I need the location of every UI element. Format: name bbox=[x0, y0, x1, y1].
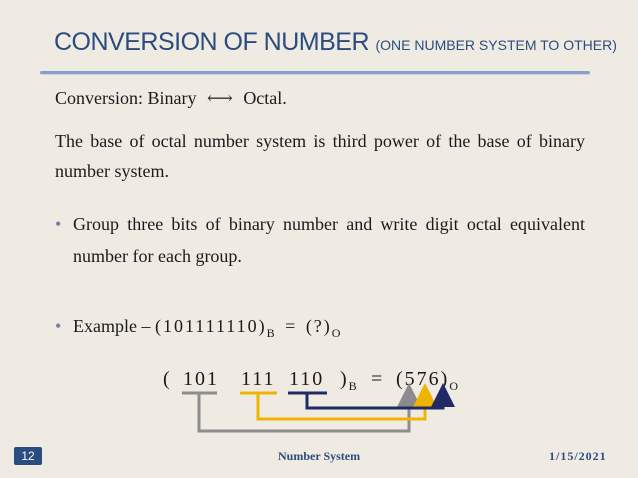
octal-result-value: (576) bbox=[396, 368, 450, 390]
intro-paragraph: The base of octal number system is third power of the base of binary number system. bbox=[55, 131, 585, 181]
conversion-target: Octal. bbox=[243, 88, 287, 108]
footer-title: Number System bbox=[278, 449, 361, 463]
octal-result-base: O bbox=[449, 379, 458, 393]
group-1-connector bbox=[199, 393, 409, 431]
page-number-badge: 12 bbox=[14, 447, 42, 465]
example-equals: = bbox=[285, 316, 296, 336]
group-3-bits: 110 bbox=[289, 368, 325, 390]
double-arrow-icon: ⟷ bbox=[207, 88, 233, 108]
example-label: Example – bbox=[73, 316, 151, 336]
group-3-connector bbox=[307, 393, 443, 408]
grouped-base: B bbox=[348, 379, 357, 393]
close-paren: ) bbox=[340, 368, 349, 390]
grouped-equals: = bbox=[371, 368, 385, 390]
footer-date: 1/15/2021 bbox=[549, 449, 607, 463]
title-subtitle: (ONE NUMBER SYSTEM TO OTHER) bbox=[375, 37, 617, 53]
example-rhs-base: O bbox=[331, 326, 341, 340]
bullet-dot-icon: • bbox=[55, 316, 62, 336]
title-main: CONVERSION OF NUMBER bbox=[54, 28, 370, 56]
group-2-bits: 111 bbox=[241, 368, 276, 390]
example-lhs-base: B bbox=[266, 326, 275, 340]
group-1-bits: 101 bbox=[183, 368, 219, 390]
bullet-dot-icon: • bbox=[55, 214, 62, 234]
example-lhs: (101111110) bbox=[154, 316, 267, 336]
bullet-text: Group three bits of binary number and write digit octal equivalent number for each group. bbox=[73, 214, 585, 266]
example-rhs: (?) bbox=[305, 316, 332, 336]
group-2-connector bbox=[258, 393, 425, 419]
conversion-label: Conversion: Binary bbox=[55, 88, 197, 108]
grouped-open-paren: ( bbox=[163, 368, 172, 390]
